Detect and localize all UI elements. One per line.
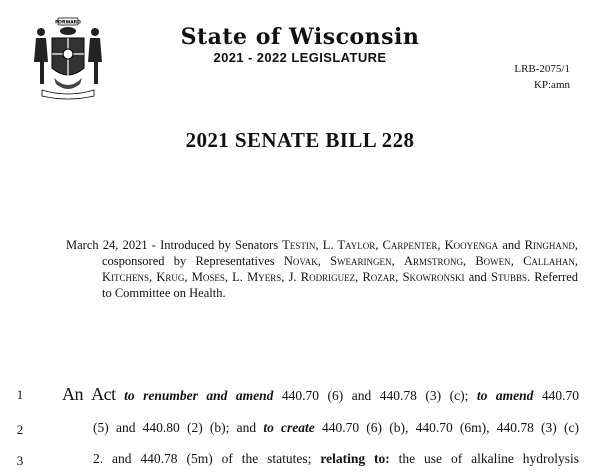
name-separator: , [224,270,233,284]
bill-keyword: to renumber and amend [124,388,274,403]
legislator-name: Kooyenga [444,238,499,252]
legislator-name: Bowen [475,254,511,268]
legislator-name: J. Rodriguez [288,270,356,284]
bill-text-line [93,451,579,467]
legislator-name: L. Myers [232,270,282,284]
legislator-name: Novak [283,254,318,268]
committee-referral: . Referred to Committee on Health. [102,270,579,300]
bill-text-segment: the use of alkaline hydrolysis [389,451,579,466]
legislator-name: Skowronski [402,270,465,284]
line-number: 3 [16,453,24,468]
name-separator: , [375,238,383,252]
svg-text:FORWARD: FORWARD [55,20,81,26]
legislator-name: Rozar [362,270,396,284]
bill-title: 2021 SENATE BILL 228 [185,128,415,152]
name-separator: , [391,254,404,268]
cosponsor-text: , cosponsored by Representatives [102,238,579,268]
name-separator: , [574,254,579,268]
bill-keyword: to amend [476,388,534,403]
legislator-name: Krug [156,270,185,284]
legislator-name: Armstrong [403,254,463,268]
bill-keyword: An Act [62,384,116,404]
bill-text-segment: 440.70 (6) and 440.78 (3) (c); [273,388,477,403]
drafter-initials: KP:amn [533,79,570,91]
name-separator: , [315,238,323,252]
legislator-name: L. Taylor [322,238,376,252]
bill-text-segment: (5) and 440.80 (2) (b); and [93,420,264,435]
legislator-name: Moses [191,270,225,284]
legislator-name: Carpenter [382,238,438,252]
name-separator: , [184,270,192,284]
bill-text-segment: 2. and 440.78 (5m) of the statutes; [93,451,321,466]
legislator-name: Ringhand [524,238,575,252]
bill-text-segment: 440.70 (6) (b), 440.70 (6m), 440.78 (3) (c) [314,420,579,435]
name-separator: , [395,270,403,284]
line-number: 1 [16,387,24,402]
name-separator: , [149,270,157,284]
line-number: 2 [16,422,24,437]
senator-list [282,238,575,252]
name-separator: and [498,238,525,252]
legislator-name: Stubbs [491,270,527,284]
name-separator: , [355,270,363,284]
state-title: State of Wisconsin [180,24,420,50]
name-separator: , [281,270,289,284]
bill-keyword: to create [263,420,315,435]
intro-date: March 24, 2021 - Introduced by Senators [66,238,283,252]
legislator-name: Swearingen [330,254,392,268]
bill-text-line [93,420,579,436]
name-separator: , [462,254,476,268]
legislator-name: Kitchens [102,270,150,284]
bill-text-segment: 440.70 [533,388,579,403]
bill-text-line [62,384,579,405]
introduction-paragraph [66,237,578,301]
name-separator: , [437,238,445,252]
lrb-code: LRB-2075/1 [514,63,570,75]
legislature-session: 2021 - 2022 LEGISLATURE [213,50,387,65]
bill-text-segment [116,388,125,403]
name-separator: , [510,254,524,268]
name-separator: , [317,254,331,268]
legislator-name: Testin [282,238,316,252]
legislator-name: Callahan [523,254,575,268]
name-separator: and [464,270,492,284]
bill-keyword: relating to: [320,451,390,466]
